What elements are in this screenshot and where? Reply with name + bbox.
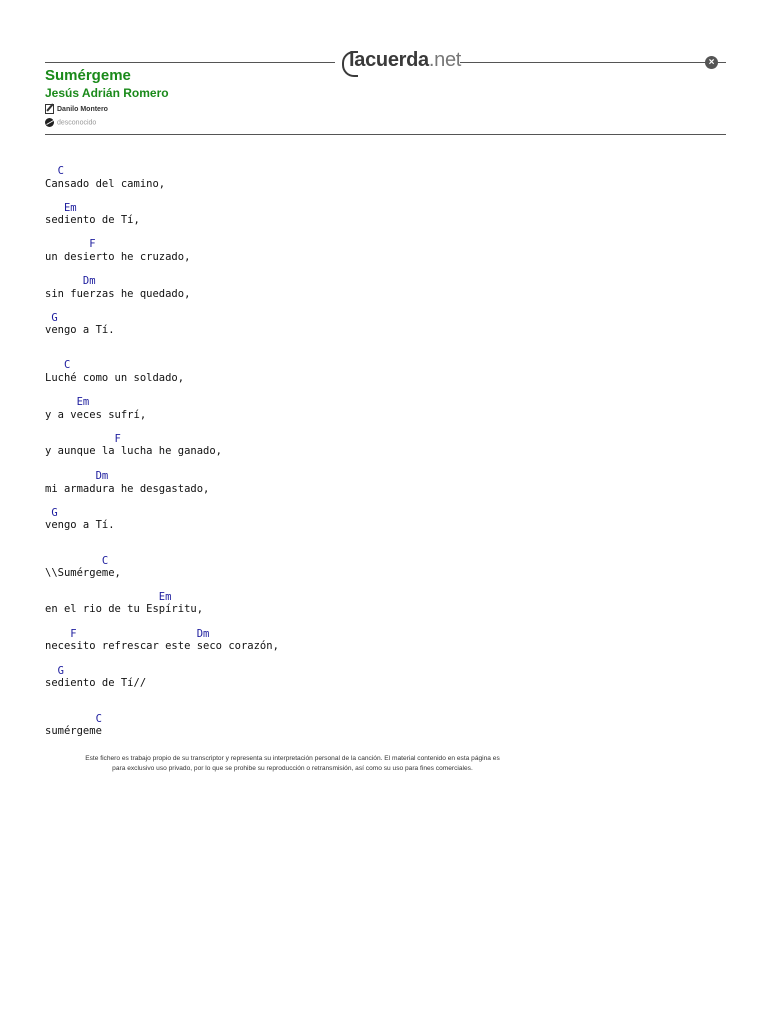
lyric-line: y aunque la lucha he ganado, — [45, 445, 223, 457]
disclaimer-line: para exclusivo uso privado, por lo que se prohibe su reproducción o retransmisión, así como su uso para fines comerciales. — [112, 764, 473, 772]
chord-line: C — [45, 359, 71, 371]
author-row — [45, 104, 108, 114]
chord-line: C — [45, 555, 109, 567]
chord-line: G — [45, 507, 58, 519]
source-name: desconocido — [57, 119, 97, 127]
disclaimer-line: Este fichero es trabajo propio de su transcriptor y representa su interpretación personal de la canción. El material contenido en esta página es — [85, 755, 500, 762]
chord-line: F Dm — [45, 628, 210, 640]
chord-line: G — [45, 665, 64, 677]
header-rule-right — [460, 62, 726, 63]
copyright-disclaimer — [45, 754, 540, 773]
lyric-line: Luché como un soldado, — [45, 372, 185, 384]
lyric-line: sediento de Tí, — [45, 214, 140, 226]
chord-line: Dm — [45, 275, 96, 287]
chord-line: Em — [45, 591, 172, 603]
chord-line: G — [45, 312, 58, 324]
edit-icon — [45, 104, 54, 114]
lyric-line: necesito refrescar este seco corazón, — [45, 640, 279, 652]
source-row — [45, 118, 96, 127]
disc-icon — [45, 118, 54, 127]
song-title: Sumérgeme — [45, 67, 131, 84]
lyric-line: vengo a Tí. — [45, 519, 115, 531]
lyric-line: Cansado del camino, — [45, 178, 166, 190]
lyric-line: sumérgeme — [45, 725, 102, 737]
author-name: Danilo Montero — [57, 105, 108, 113]
chord-line: C — [45, 713, 102, 725]
logo-text: lacuerda.net — [349, 49, 462, 71]
chord-line: Em — [45, 396, 90, 408]
chord-line: F — [45, 433, 121, 445]
lyric-line: un desierto he cruzado, — [45, 251, 191, 263]
close-icon[interactable]: × — [705, 56, 718, 69]
site-logo[interactable] — [342, 48, 462, 78]
chord-line: Em — [45, 202, 77, 214]
lyric-line: y a veces sufrí, — [45, 409, 147, 421]
header-rule-left — [45, 62, 335, 63]
lyric-line: sin fuerzas he quedado, — [45, 288, 191, 300]
lyric-line: en el rio de tu Espíritu, — [45, 603, 204, 615]
chord-line: F — [45, 238, 96, 250]
header-divider — [45, 134, 726, 135]
chord-line: C — [45, 165, 64, 177]
artist-link[interactable]: Jesús Adrián Romero — [45, 86, 169, 100]
lyric-line: sediento de Tí// — [45, 677, 147, 689]
lyric-line: vengo a Tí. — [45, 324, 115, 336]
chord-line: Dm — [45, 470, 109, 482]
lyric-line: mi armadura he desgastado, — [45, 483, 210, 495]
lyric-line: \\Sumérgeme, — [45, 567, 121, 579]
